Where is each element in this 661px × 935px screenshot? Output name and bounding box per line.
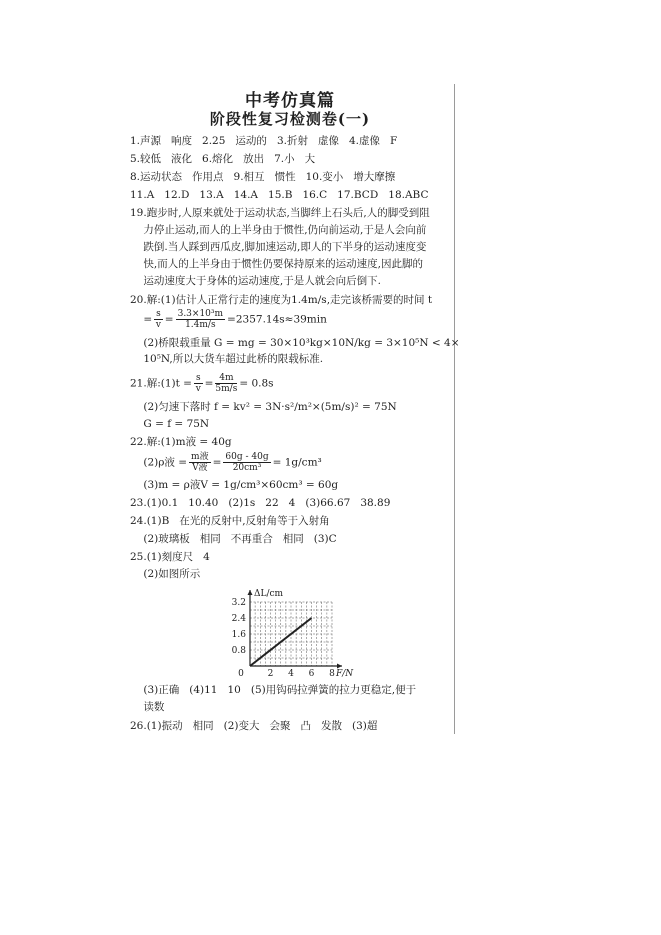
spring-extension-chart [220, 578, 360, 678]
fraction: $\frac{s}{v}$ [155, 309, 162, 330]
x-axis-arrow [337, 664, 342, 669]
y-tick-label: 1.6 [231, 630, 246, 640]
y-tick-label: 0.8 [231, 646, 246, 656]
y-axis-label: ΔL/cm [254, 589, 284, 599]
q22-formula: (2)ρ液 = $\frac{\text{m液}}{\text{V液}}$ = $\frac{60g - 40g}{\text{20cm³}}$ = 1g/cm³ [130, 452, 322, 473]
page-title: 中考仿真篇 [245, 91, 335, 111]
q20-line-4: 10⁵N,所以大货车超过此桥的限载标准. [130, 353, 324, 365]
q20-line-1: 20.解:(1)估计人正常行走的速度为1.4m/s,走完该桥需要的时间 t [130, 294, 433, 306]
y-tick-label: 3.2 [231, 598, 246, 608]
x-tick-label: 4 [288, 669, 294, 678]
q24-line-2: (2)玻璃板 相同 不再重合 相同 (3)C [130, 533, 337, 545]
q19-line-4: 快,而人的上半身由于惯性仍要保持原来的运动速度,因此脚的 [130, 258, 424, 270]
q21-line-3: G = f = 75N [130, 418, 210, 430]
q20-formula: = $\frac{s}{v}$ = $\frac{\text{3.3×10³m}}{1.4m/s}$ =2357.14s≈39min [130, 309, 327, 330]
q26-line: 26.(1)振动 相同 (2)变大 会聚 凸 发散 (3)超 [130, 720, 378, 732]
x-tick-label: 2 [267, 669, 274, 678]
q25-line-4: 读数 [130, 701, 165, 713]
fraction: $\frac{60g - 40g}{\text{20cm³}}$ [225, 452, 269, 473]
answer-line-1-4: 1.声源 响度 2.25 运动的 3.折射 虚像 4.虚像 F [130, 135, 398, 147]
answer-line-5-7: 5.较低 液化 6.熔化 放出 7.小 大 [130, 153, 316, 165]
answer-line-11-18: 11.A 12.D 13.A 14.A 15.B 16.C 17.BCD 18.ABC [130, 189, 429, 201]
y-axis-arrow [248, 590, 253, 595]
fraction: $\frac{s}{v}$ [195, 373, 201, 394]
column-divider [454, 84, 455, 734]
q22-line-1: 22.解:(1)m液 = 40g [130, 436, 232, 448]
q19-line-2: 力停止运动,而人的上半身由于惯性,仍向前运动,于是人会向前 [130, 224, 427, 236]
q19-line-5: 运动速度大于身体的运动速度,于是人就会向后倒下. [130, 275, 382, 287]
x-tick-label: 0 [238, 669, 244, 678]
q19-line-1: 19.跑步时,人原来就处于运动状态,当脚绊上石头后,人的脚受到阻 [130, 207, 430, 219]
fraction: $\frac{4m}{5m/s}$ [215, 373, 238, 394]
q25-line-1: 25.(1)刻度尺 4 [130, 551, 210, 563]
x-tick-label: 8 [329, 669, 335, 678]
q22-line-3: (3)m = ρ液V = 1g/cm³×60cm³ = 60g [130, 479, 339, 491]
page-subtitle: 阶段性复习检测卷(一) [209, 110, 371, 128]
y-tick-label: 2.4 [231, 614, 246, 624]
q24-line-1: 24.(1)B 在光的反射中,反射角等于入射角 [130, 515, 330, 527]
x-tick-label: 6 [308, 669, 315, 678]
q23-line: 23.(1)0.1 10.40 (2)1s 22 4 (3)66.67 38.89 [130, 497, 391, 509]
q21-line-2: (2)匀速下落时 f = kv² = 3N·s²/m²×(5m/s)² = 75N [130, 401, 397, 413]
q21-formula: 21.解:(1)t = $\frac{s}{v}$ = $\frac{4m}{5m/s}$ = 0.8s [130, 373, 274, 394]
q25-line-3: (3)正确 (4)11 10 (5)用钩码拉弹簧的拉力更稳定,便于 [130, 684, 417, 696]
q25-line-2: (2)如图所示 [130, 568, 201, 580]
fraction: $\frac{\text{3.3×10³m}}{1.4m/s}$ [177, 309, 224, 330]
x-axis-label: F/N [336, 669, 354, 678]
q19-line-3: 跌倒.当人踩到西瓜皮,脚加速运动,即人的下半身的运动速度变 [130, 241, 427, 253]
fraction: $\frac{\text{m液}}{\text{V液}}$ [191, 452, 209, 473]
answer-line-8-10: 8.运动状态 作用点 9.相互 惯性 10.变小 增大摩擦 [130, 171, 396, 183]
q20-line-3: (2)桥限载重量 G = mg = 30×10³kg×10N/kg = 3×10⁵N < 4× [130, 337, 460, 349]
